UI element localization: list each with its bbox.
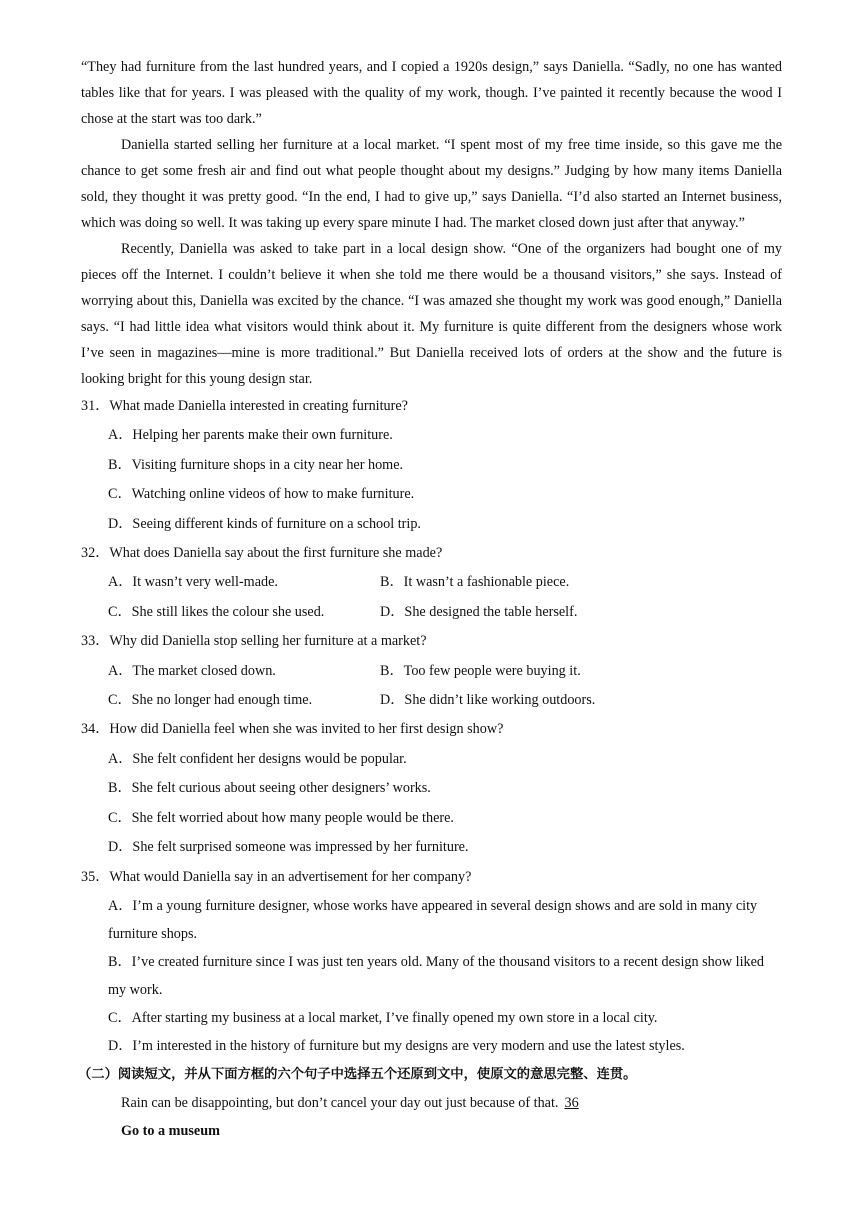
section-2-intro-text: Rain can be disappointing, but don’t cancel your day out just because of that.: [121, 1094, 559, 1111]
question-35-option-d: D．I’m interested in the history of furniture but my designs are very modern and use the latest styles.: [108, 1037, 685, 1054]
answer-blank-36: 36: [564, 1094, 579, 1111]
question-31-option-c: C．Watching online videos of how to make furniture.: [108, 486, 415, 503]
section-2-subheading: Go to a museum: [121, 1122, 220, 1139]
question-32-options-row-1: [81, 568, 782, 597]
question-32-option-d: D．She designed the table herself.: [380, 603, 578, 620]
question-33-option-c: C．She no longer had enough time.: [108, 692, 313, 709]
question-31-stem: 31．What made Daniella interested in creating furniture?: [81, 398, 408, 414]
passage-paragraph-2: Daniella started selling her furniture at a local market. “I spent most of my free time inside, so this gave me the chance to get some fresh air and find out what people thought about my designs.” Judging by how many items Daniella sold, they thought it was pretty good. “In the end, I had to give up,” says Daniella. “I’d also started an Internet business, which was doing so well. It was taking up every spare minute I had. The market closed down just after that anyway.”: [81, 137, 782, 231]
question-35-stem: 35．What would Daniella say in an advertisement for her company?: [81, 868, 472, 885]
question-32-options-row-2: [81, 598, 782, 627]
section-2-heading: （二）阅读短文，并从下面方框的六个句子中选择五个还原到文中，使原文的意思完整、连贯。: [78, 1066, 637, 1082]
question-31-option-b: B．Visiting furniture shops in a city near her home.: [108, 456, 404, 473]
question-33-option-d: D．She didn’t like working outdoors.: [380, 692, 596, 709]
question-35-option-b: B．I’ve created furniture since I was just ten years old. Many of the thousand visitors to a recent design show liked my work.: [108, 953, 764, 998]
passage-paragraph-1: “They had furniture from the last hundred years, and I copied a 1920s design,” says Daniella. “Sadly, no one has wanted tables like that for years. I was pleased with the quality of my work, though. I’ve painted it recently because the wood I chose at the start was too dark.”: [81, 59, 782, 127]
section-2-intro: [81, 1089, 782, 1117]
question-33-option-a: A．The market closed down.: [108, 662, 276, 679]
question-33-options-row-2: [81, 686, 782, 715]
question-33-stem: 33．Why did Daniella stop selling her furniture at a market?: [81, 633, 427, 650]
document-page: [78, 54, 782, 1145]
question-33-options-row-1: [81, 657, 782, 686]
question-34-option-b: B．She felt curious about seeing other designers’ works.: [108, 780, 431, 797]
question-31-option-d: D．Seeing different kinds of furniture on a school trip.: [108, 515, 421, 532]
question-34-option-a: A．She felt confident her designs would be popular.: [108, 750, 407, 767]
question-35-option-c: C．After starting my business at a local market, I’ve finally opened my own store in a local city.: [108, 1009, 658, 1026]
question-32-option-a: A．It wasn’t very well-made.: [108, 574, 278, 591]
question-34-option-d: D．She felt surprised someone was impressed by her furniture.: [108, 839, 469, 856]
question-32-stem: 32．What does Daniella say about the first furniture she made?: [81, 545, 443, 562]
question-32-option-b: B．It wasn’t a fashionable piece.: [380, 574, 570, 591]
question-33-option-b: B．Too few people were buying it.: [380, 662, 581, 679]
question-35-option-a: A．I’m a young furniture designer, whose works have appeared in several design shows and are sold in many city furniture shops.: [108, 897, 758, 942]
passage-paragraph-3: Recently, Daniella was asked to take part in a local design show. “One of the organizers had bought one of my pieces off the Internet. I couldn’t believe it when she told me there would be a thousand visitors,” she says. Instead of worrying about this, Daniella was excited by the chance. “I was amazed she thought my work was good enough,” Daniella says. “I had little idea what visitors would think about it. My furniture is quite different from the designers whose work I’ve seen in magazines—mine is more traditional.” But Daniella received lots of orders at the show and the future is looking bright for this young design star.: [81, 241, 782, 387]
question-34-stem: 34．How did Daniella feel when she was invited to her first design show?: [81, 721, 504, 738]
question-32-option-c: C．She still likes the colour she used.: [108, 603, 325, 620]
question-31-option-a: A．Helping her parents make their own furniture.: [108, 427, 393, 444]
question-34-option-c: C．She felt worried about how many people would be there.: [108, 809, 454, 826]
